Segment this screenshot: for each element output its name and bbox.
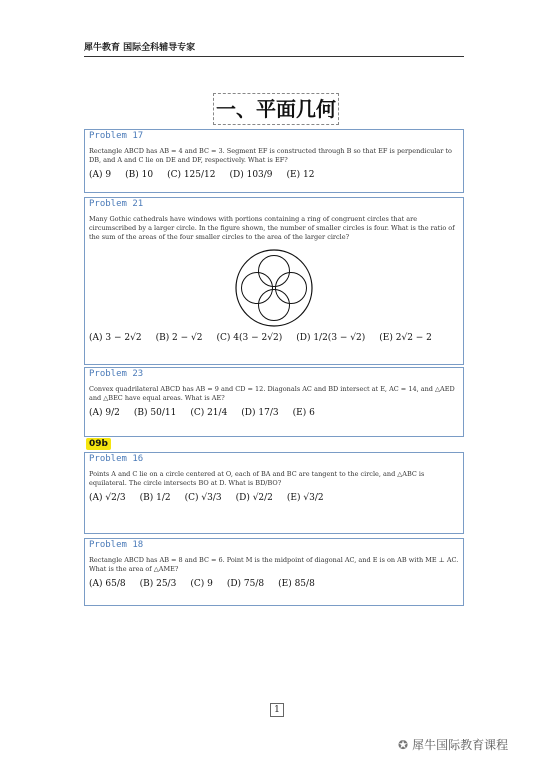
problem-card [84,452,464,534]
choice-e: (E) √3/2 [286,493,324,503]
choice-c: (C) 21/4 [190,408,228,418]
problem-card [84,197,464,365]
choice-b: (B) 2 − √2 [155,333,203,343]
circles-diagram [234,248,314,328]
problem-title: Problem 23 [89,369,144,379]
problem-card [84,129,464,193]
large-circle [236,250,312,326]
answer-choices [89,409,459,418]
choice-e: (E) 2√2 − 2 [379,333,432,343]
choice-c: (C) 125/12 [167,170,216,180]
choice-a: (A) 9/2 [89,408,120,418]
problem-card [84,538,464,606]
answer-choices [89,334,459,343]
choice-c: (C) √3/3 [184,493,222,503]
answer-choices [89,580,459,589]
small-circle-top [259,256,290,287]
small-circle-left [242,273,273,304]
choice-c: (C) 4(3 − 2√2) [216,333,283,343]
watermark-text: 犀牛国际教育课程 [412,738,509,752]
choice-a: (A) √2/3 [89,493,126,503]
page-number: 1 [270,703,284,717]
problem-title: Problem 17 [89,131,144,141]
choice-c: (C) 9 [190,579,213,589]
answer-choices [89,171,459,180]
problem-card [84,367,464,437]
problem-text: Rectangle ABCD has AB = 4 and BC = 3. Segment EF is constructed through B so that EF is perpendicular to DB, and A and C lie on DE and DF, respectively. What is EF? [89,147,452,164]
choice-a: (A) 3 − 2√2 [89,333,142,343]
choice-a: (A) 65/8 [89,579,126,589]
small-circle-right [276,273,307,304]
problem-text: Rectangle ABCD has AB = 8 and BC = 6. Point M is the midpoint of diagonal AC, and E is on AB with ME ⊥ AC. What is the area of △AME? [89,556,459,573]
problem-text: Many Gothic cathedrals have windows with portions containing a ring of congruent circles that are circumscribed by a larger circle. In the figure shown, the number of smaller circles is four. What is the ratio of the sum of the areas of the four smaller circles to the area of the larger circle? [89,215,455,241]
choice-b: (B) 1/2 [139,493,171,503]
page-header: 犀牛教育 国际全科辅导专家 [84,40,464,57]
choice-d: (D) 75/8 [226,579,265,589]
choice-d: (D) √2/2 [235,493,273,503]
watermark [398,736,508,753]
problem-text: Points A and C lie on a circle centered at O, each of BA and BC are tangent to the circle, and △ABC is equilateral. The circle intersects BO at D. What is BD/BO? [89,470,425,487]
choice-e: (E) 85/8 [278,579,315,589]
choice-b: (B) 50/11 [133,408,177,418]
choice-a: (A) 9 [89,170,112,180]
chapter-title: 一、平面几何 [213,93,339,125]
problem-title: Problem 18 [89,540,144,550]
choice-d: (D) 17/3 [241,408,279,418]
choice-d: (D) 1/2(3 − √2) [296,333,366,343]
wechat-icon: ✪ [398,737,409,752]
choice-b: (B) 10 [125,170,154,180]
choice-b: (B) 25/3 [139,579,177,589]
problem-text: Convex quadrilateral ABCD has AB = 9 and CD = 12. Diagonals AC and BD intersect at E, AC = 14, and △AED and △BEC have equal areas. What is AE? [89,385,455,402]
problem-title: Problem 16 [89,454,144,464]
section-badge: 09b [86,438,111,450]
choice-d: (D) 103/9 [229,170,273,180]
choice-e: (E) 6 [292,408,315,418]
answer-choices [89,494,459,503]
small-circle-bottom [259,290,290,321]
choice-e: (E) 12 [286,170,315,180]
problem-title: Problem 21 [89,199,144,209]
